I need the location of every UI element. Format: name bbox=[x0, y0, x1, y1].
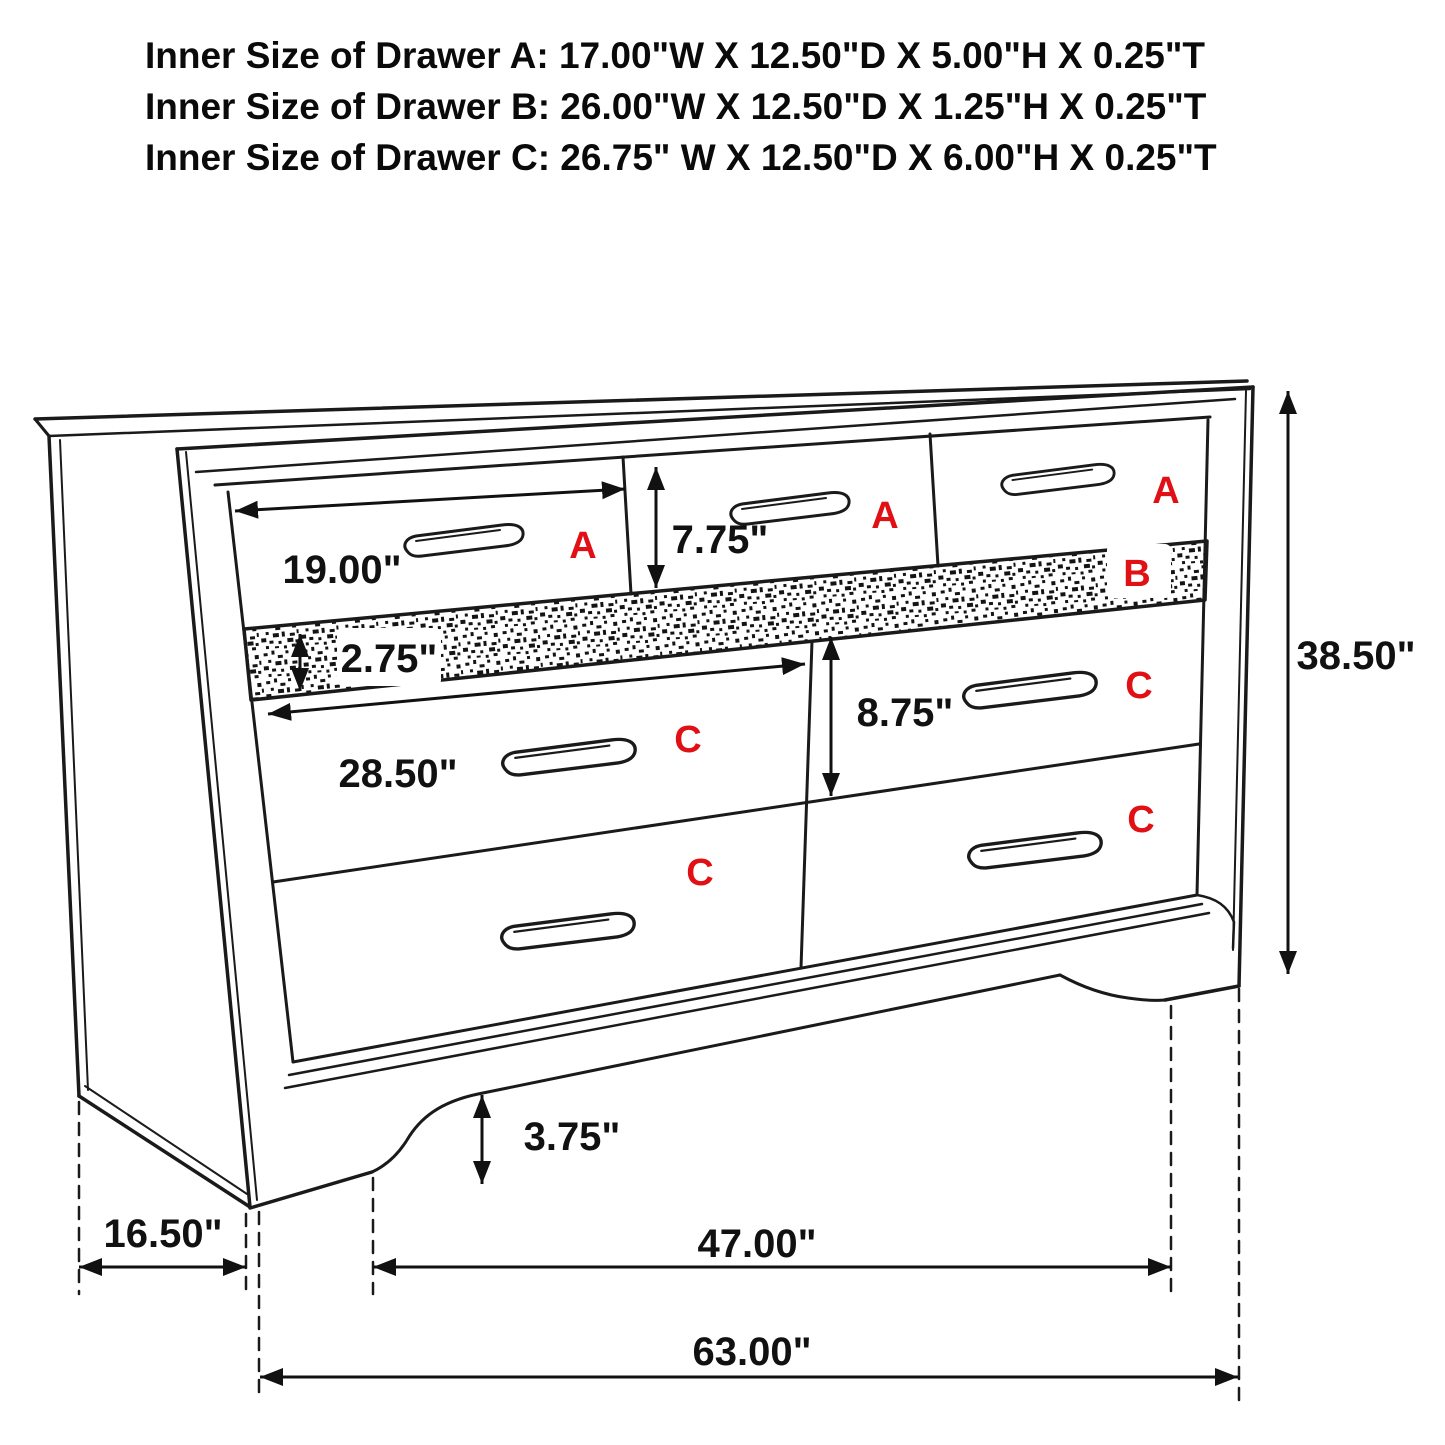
handle-drawer-c-upper-left bbox=[503, 739, 635, 775]
handle-drawer-c-lower-right bbox=[969, 832, 1101, 868]
dimension-label-band-height: 2.75" bbox=[340, 637, 438, 681]
handle-drawer-a-left bbox=[405, 524, 523, 556]
dimension-arrow-drawer-a-width bbox=[235, 489, 625, 511]
dresser-side-panel bbox=[49, 436, 250, 1207]
handle-drawer-a-right bbox=[1002, 464, 1114, 494]
dimension-annotations bbox=[79, 391, 1416, 1377]
dimension-label-overall-width: 63.00" bbox=[692, 1330, 812, 1374]
dimension-label-drawer-c-width: 28.50" bbox=[338, 752, 458, 796]
dashed-guides bbox=[79, 989, 1239, 1400]
letter-drawer-a-middle: A bbox=[871, 495, 899, 537]
note-line-drawer-a: Inner Size of Drawer A: 17.00"W X 12.50"D X 5.00"H X 0.25"T bbox=[145, 35, 1205, 76]
dimension-label-side-depth: 16.50" bbox=[103, 1212, 223, 1256]
letter-drawer-c-upper-left: C bbox=[674, 719, 702, 761]
dimension-label-drawer-a-width: 19.00" bbox=[282, 548, 402, 592]
letter-drawer-c-upper-right: C bbox=[1125, 665, 1153, 707]
dimension-label-drawer-a-height: 7.75" bbox=[671, 518, 769, 562]
note-line-drawer-c: Inner Size of Drawer C: 26.75" W X 12.50"D X 6.00"H X 0.25"T bbox=[145, 137, 1217, 178]
dimension-label-leg-height: 3.75" bbox=[523, 1115, 621, 1159]
dimension-label-drawer-c-height: 8.75" bbox=[856, 691, 954, 735]
letter-drawer-a-right: A bbox=[1152, 470, 1180, 512]
handle-drawer-c-upper-right bbox=[964, 672, 1096, 708]
letter-drawer-a-left: A bbox=[569, 525, 597, 567]
letter-drawer-c-lower-left: C bbox=[686, 852, 714, 894]
handle-drawer-c-lower-left bbox=[502, 913, 634, 949]
note-line-drawer-b: Inner Size of Drawer B: 26.00"W X 12.50"D X 1.25"H X 0.25"T bbox=[145, 86, 1207, 127]
dimension-label-between-legs-width: 47.00" bbox=[697, 1222, 817, 1266]
dresser-front-frame bbox=[177, 387, 1253, 1207]
bottom-rail-and-legs bbox=[250, 895, 1239, 1208]
letter-drawer-b-band: B bbox=[1123, 553, 1151, 595]
dimension-label-overall-height: 38.50" bbox=[1296, 634, 1416, 678]
letter-drawer-c-lower-right: C bbox=[1127, 799, 1155, 841]
